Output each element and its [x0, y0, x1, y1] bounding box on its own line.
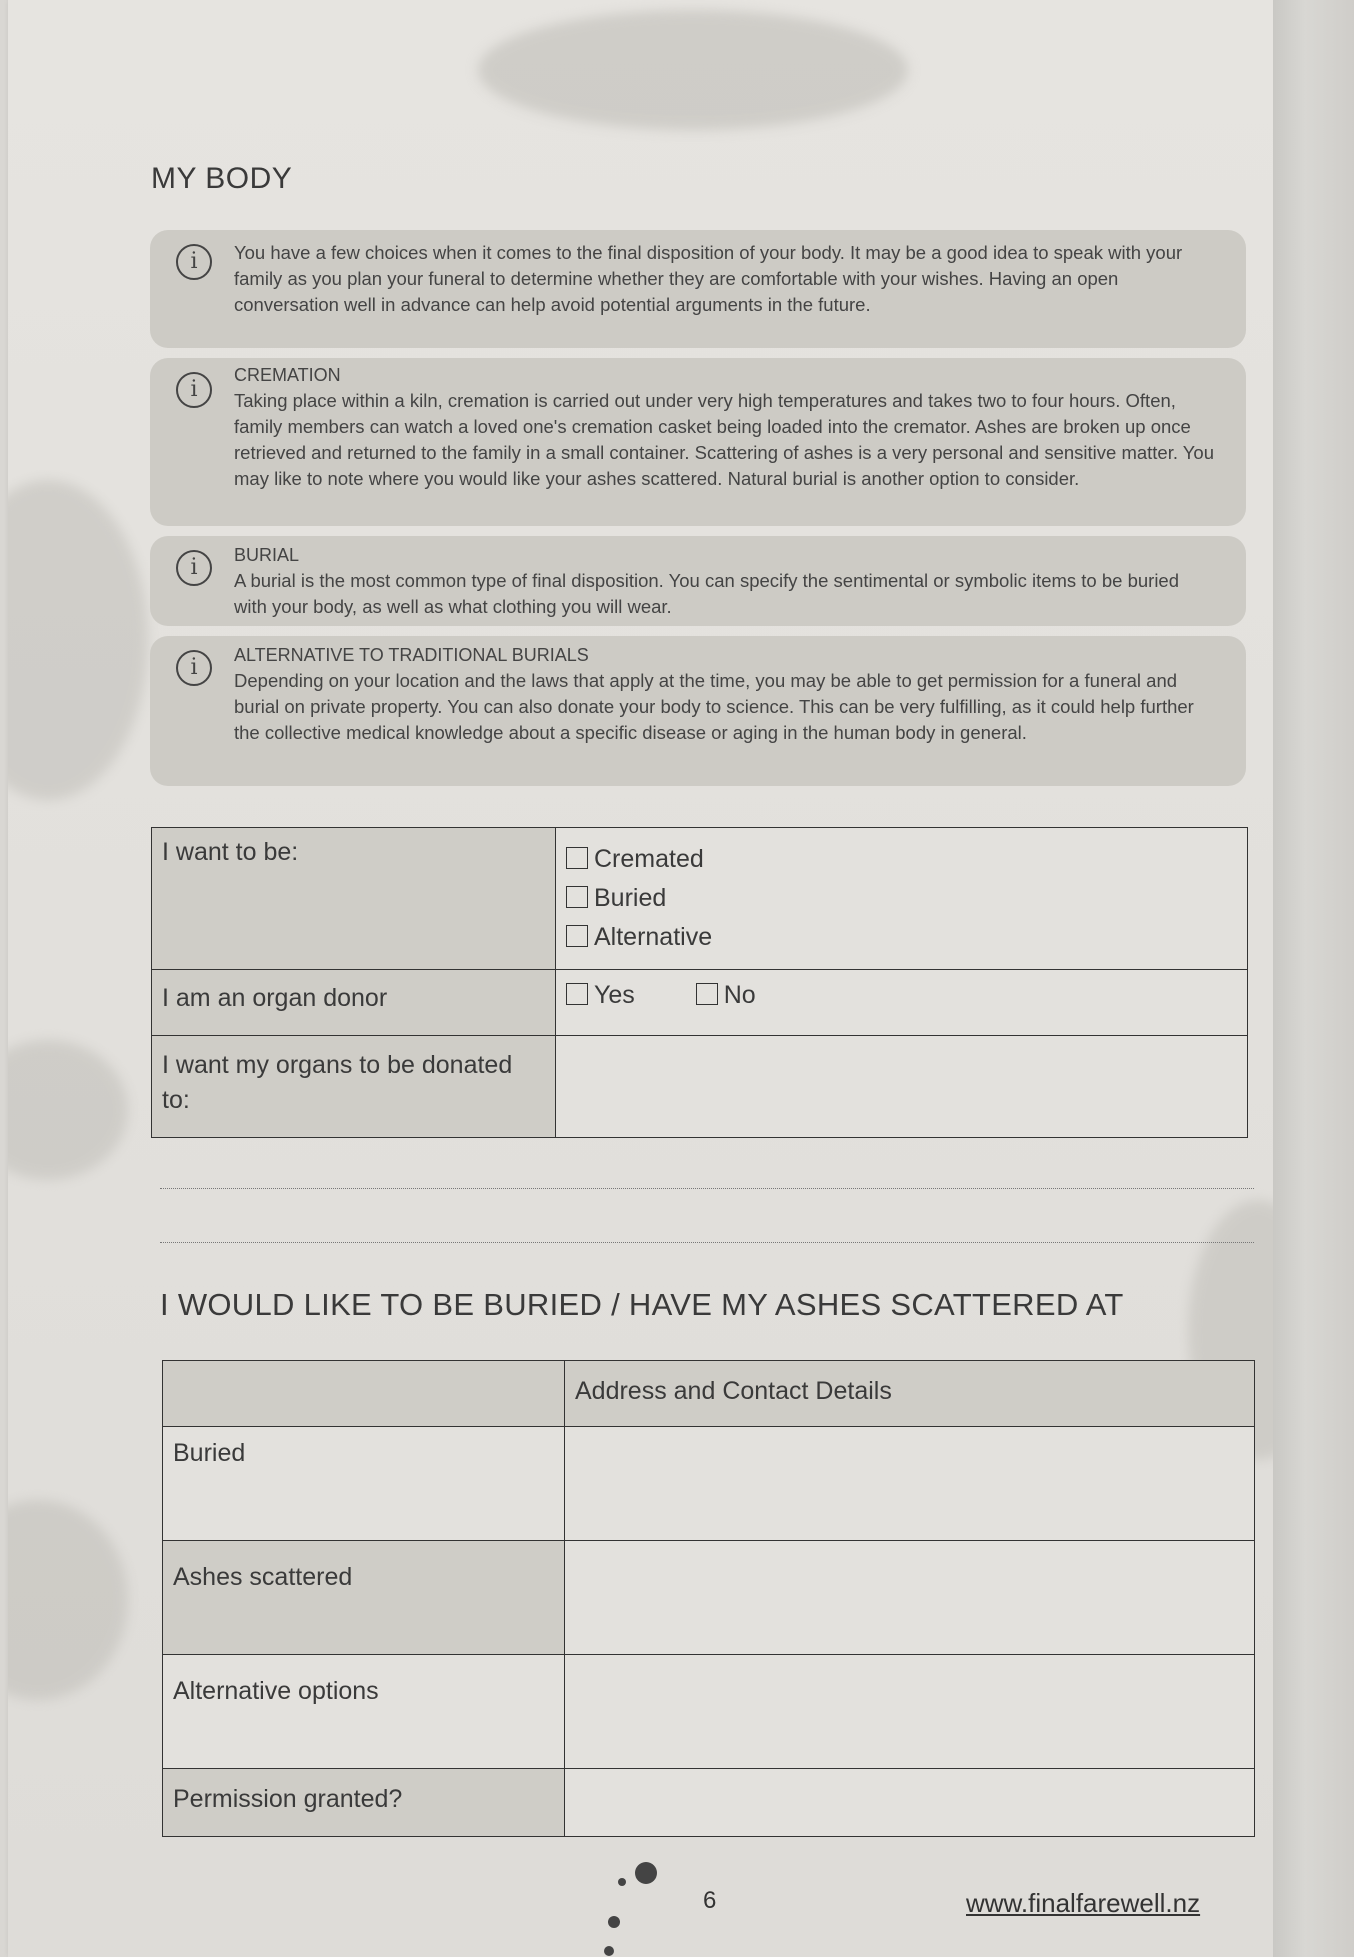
info-box-burial: [150, 536, 1246, 626]
option-label: Buried: [594, 884, 667, 912]
info-text: Taking place within a kiln, cremation is carried out under very high temperatures and takes two to four hours. Often, family members can watch a loved one's cremation casket being loaded into the cremator. Ashes are broken up once retrieved and returned to the family in a small container. Scattering of ashes is a very personal and sensitive matter. You may like to note where you would like your ashes scattered. Natural burial is another option to consider.: [234, 390, 1215, 489]
option-alternative[interactable]: [566, 918, 1237, 957]
organs-label: I want my organs to be donated to:: [152, 1036, 556, 1138]
info-text: A burial is the most common type of final disposition. You can specify the sentimental or symbolic items to be buried with your body, as well as what clothing you will wear.: [234, 570, 1180, 617]
info-icon: i: [176, 650, 212, 686]
address-field-alternative[interactable]: [565, 1655, 1255, 1769]
option-yes[interactable]: [566, 976, 635, 1015]
info-text: Depending on your location and the laws that apply at the time, you may be able to get permission for a funeral and burial on private property. You can also donate your body to science. This can be very fulfilling, as it could help further the collective medical knowledge about a specific disease or aging in the human body in general.: [234, 670, 1194, 743]
want-label: I want to be:: [152, 828, 556, 970]
row-label-permission: Permission granted?: [163, 1769, 565, 1837]
want-options: [556, 828, 1248, 970]
address-field-buried[interactable]: [565, 1427, 1255, 1541]
info-box-cremation: [150, 358, 1246, 526]
page: [8, 0, 1273, 1957]
address-field-permission[interactable]: [565, 1769, 1255, 1837]
option-label: Cremated: [594, 845, 704, 873]
checkbox-alternative[interactable]: [566, 925, 588, 947]
option-cremated[interactable]: [566, 840, 1237, 879]
checkbox-buried[interactable]: [566, 886, 588, 908]
checkbox-cremated[interactable]: [566, 847, 588, 869]
location-table: [162, 1360, 1255, 1837]
website-link[interactable]: www.finalfarewell.nz: [966, 1888, 1201, 1918]
option-label: Alternative: [594, 923, 713, 951]
checkbox-no[interactable]: [696, 983, 718, 1005]
donor-options: [556, 970, 1248, 1036]
info-icon: i: [176, 244, 212, 280]
checkbox-yes[interactable]: [566, 983, 588, 1005]
info-icon: i: [176, 372, 212, 408]
watercolor-blot: [8, 480, 148, 800]
info-heading: ALTERNATIVE TO TRADITIONAL BURIALS: [234, 645, 589, 665]
organs-field[interactable]: [556, 1036, 1248, 1138]
page-title: MY BODY: [151, 162, 293, 195]
ink-drop: [635, 1862, 657, 1884]
row-label-alternative: Alternative options: [163, 1655, 565, 1769]
section-title: I WOULD LIKE TO BE BURIED / HAVE MY ASHES SCATTERED AT: [160, 1287, 1124, 1322]
writing-line[interactable]: [160, 1188, 1254, 1189]
address-header: Address and Contact Details: [565, 1361, 1255, 1427]
page-number: 6: [703, 1887, 717, 1914]
donor-label: I am an organ donor: [152, 970, 556, 1036]
watercolor-blot: [8, 1040, 128, 1180]
info-heading: CREMATION: [234, 365, 341, 385]
address-field-ashes[interactable]: [565, 1541, 1255, 1655]
ink-drop: [604, 1946, 614, 1956]
info-box-intro: [150, 230, 1246, 348]
option-label: No: [723, 981, 756, 1009]
row-label-buried: Buried: [163, 1427, 565, 1541]
option-no[interactable]: [696, 976, 756, 1015]
table-corner: [163, 1361, 565, 1427]
info-box-alternative: [150, 636, 1246, 786]
watercolor-blot: [8, 1500, 128, 1700]
writing-line[interactable]: [160, 1242, 1254, 1243]
watercolor-blot: [478, 10, 908, 130]
ink-drop: [618, 1878, 626, 1886]
info-icon: i: [176, 550, 212, 586]
option-buried[interactable]: [566, 879, 1237, 918]
ink-drop: [608, 1916, 620, 1928]
info-heading: BURIAL: [234, 545, 300, 565]
option-label: Yes: [594, 981, 635, 1009]
page-edge: [1273, 0, 1354, 1957]
row-label-ashes: Ashes scattered: [163, 1541, 565, 1655]
disposition-form: [151, 827, 1248, 1138]
info-text: You have a few choices when it comes to the final disposition of your body. It may be a good idea to speak with your family as you plan your funeral to determine whether they are comfortable with your wishes. Having an open conversation well in advance can help avoid potential arguments in the future.: [234, 242, 1183, 315]
